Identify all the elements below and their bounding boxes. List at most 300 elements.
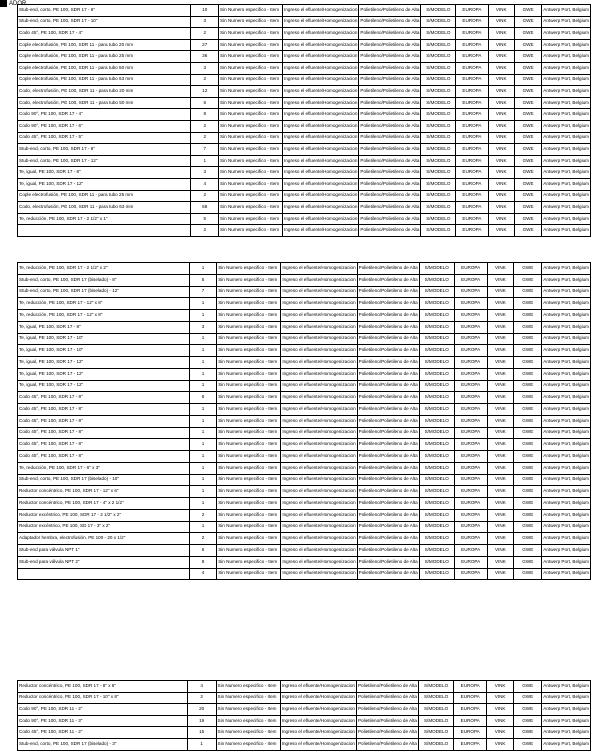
cell-model: S/MODELO: [419, 274, 454, 286]
table-row: [18, 321, 591, 333]
item-quantity: 2: [191, 74, 219, 86]
cell-maker: VINK: [488, 16, 514, 28]
cell-model: S/MODELO: [419, 392, 454, 404]
cell-process: Ingreso el efluente/Homogenizacion: [281, 357, 357, 369]
cell-material: Polietileno/Polietileno de Alta: [357, 451, 419, 463]
cell-process: Ingreso el efluente/Homogenizacion: [280, 738, 356, 750]
cell-maker: VINK: [488, 109, 514, 121]
cell-origin: EUROPA: [454, 286, 487, 298]
table-row: [18, 345, 591, 357]
cell-origin: EUROPA: [456, 86, 488, 98]
cell-port: Antwerp Port, Belgium: [542, 190, 591, 202]
cell-origin: EUROPA: [454, 368, 487, 380]
cell-part-no: Sin Numero especifico - Item: [219, 62, 283, 74]
cell-brand: GWE: [514, 681, 542, 693]
cell-port: Antwerp Port, Belgium: [542, 704, 591, 716]
cell-maker: VINK: [488, 213, 514, 225]
table-row: [18, 190, 591, 202]
item-description: Te, igual, PE 100, SDR 17 - 12": [18, 357, 190, 369]
cell-part-no: Sin Numero especifico - Item: [219, 39, 283, 51]
cell-origin: EUROPA: [454, 556, 487, 568]
item-quantity: 10: [191, 5, 219, 17]
cell-brand: GWE: [514, 474, 542, 486]
cell-process: Ingreso el efluente/Homogenizacion: [281, 533, 357, 545]
item-quantity: 5: [191, 213, 219, 225]
cell-process: Ingreso el efluente/Homogenizacion: [283, 190, 359, 202]
table-row: [18, 415, 591, 427]
cell-process: Ingreso el efluente/Homogenizacion: [281, 368, 357, 380]
item-quantity: 2: [187, 692, 216, 704]
cell-part-no: Sin Numero especifico - Item: [217, 345, 281, 357]
cell-maker: VINK: [487, 727, 514, 739]
cell-model: S/MODELO: [421, 74, 456, 86]
cell-port: Antwerp Port, Belgium: [542, 498, 591, 510]
item-description: Te, reducción, PE 100, SDR 17 - 12" x 8": [18, 310, 190, 322]
cell-brand: GWE: [514, 415, 542, 427]
cell-port: Antwerp Port, Belgium: [542, 451, 591, 463]
table-row: [18, 545, 591, 557]
cell-maker: VINK: [487, 345, 514, 357]
cell-maker: VINK: [487, 462, 514, 474]
cell-process: Ingreso el efluente/Homogenizacion: [280, 704, 356, 716]
cell-model: S/MODELO: [421, 97, 456, 109]
cell-brand: GWE: [514, 380, 542, 392]
cell-material: Polietileno/Polietileno de Alta: [359, 120, 421, 132]
item-quantity: 6: [189, 392, 216, 404]
item-quantity: 1: [189, 451, 216, 463]
cell-maker: VINK: [488, 144, 514, 156]
cell-material: Polietileno/Polietileno de Alta: [357, 427, 419, 439]
cell-brand: GWE: [514, 427, 542, 439]
cell-part-no: Sin Numero especifico - Item: [219, 109, 283, 121]
cell-material: Polietileno/Polietileno de Alta: [359, 109, 421, 121]
cell-origin: EUROPA: [454, 462, 487, 474]
table-row: [18, 86, 591, 98]
cell-process: Ingreso el efluente/Homogenizacion: [281, 451, 357, 463]
cell-part-no: Sin Numero especifico - Item: [219, 16, 283, 28]
cell-model: S/MODELO: [418, 692, 453, 704]
cell-model: S/MODELO: [419, 298, 454, 310]
cell-maker: VINK: [487, 274, 514, 286]
cell-part-no: Sin Numero especifico - Item: [217, 568, 281, 580]
cell-part-no: Sin Numero especifico - Item: [219, 144, 283, 156]
cell-model: S/MODELO: [419, 545, 454, 557]
cell-brand: GWE: [514, 190, 541, 202]
cell-part-no: Sin Numero especifico - Item: [217, 451, 281, 463]
cell-model: S/MODELO: [419, 286, 454, 298]
cell-material: Polietileno/Polietileno de Alta: [356, 681, 418, 693]
item-quantity: 8: [191, 109, 219, 121]
cell-port: Antwerp Port, Belgium: [542, 333, 591, 345]
item-description: [18, 225, 191, 237]
cell-part-no: Sin Numero especifico - Item: [219, 178, 283, 190]
cell-maker: VINK: [488, 5, 514, 17]
cell-process: Ingreso el efluente/Homogenizacion: [281, 545, 357, 557]
cell-port: Antwerp Port, Belgium: [542, 727, 591, 739]
cell-maker: VINK: [488, 120, 514, 132]
cell-origin: EUROPA: [456, 167, 488, 179]
item-quantity: 3: [189, 321, 216, 333]
table-row: [18, 439, 591, 451]
cell-brand: GWE: [514, 109, 541, 121]
cell-part-no: Sin Numero especifico - Item: [219, 97, 283, 109]
cell-brand: GWE: [514, 357, 542, 369]
cell-material: Polietileno/Polietileno de Alta: [359, 202, 421, 214]
cell-maker: VINK: [487, 298, 514, 310]
item-quantity: 1: [189, 380, 216, 392]
cell-port: Antwerp Port, Belgium: [542, 155, 591, 167]
cell-process: Ingreso el efluente/Homogenizacion: [281, 462, 357, 474]
cell-process: Ingreso el efluente/Homogenizacion: [281, 498, 357, 510]
item-description: Te, igual, PE 100, SDR 17 - 10": [18, 345, 190, 357]
table-row: [18, 568, 591, 580]
item-quantity: 3: [191, 62, 219, 74]
cell-part-no: Sin Numero especifico - Item: [216, 738, 280, 750]
item-description: Codo, electrofusión, PE 100, SDR 11 - para tubo 50 mm: [18, 97, 191, 109]
cell-material: Polietileno/Polietileno de Alta: [357, 345, 419, 357]
cell-material: Polietileno/Polietileno de Alta: [357, 474, 419, 486]
cell-process: Ingreso el efluente/Homogenizacion: [283, 97, 359, 109]
item-description: Codo 45°, PE 100, SDR 17 - 8": [18, 392, 190, 404]
item-description: Codo 45°, PE 100, SDR 17 - 8": [18, 404, 190, 416]
cell-brand: GWE: [514, 321, 542, 333]
cell-process: Ingreso el efluente/Homogenizacion: [281, 568, 357, 580]
cell-part-no: Sin Numero especifico - Item: [219, 190, 283, 202]
table-row: [18, 521, 591, 533]
cell-material: Polietileno/Polietileno de Alta: [357, 545, 419, 557]
item-description: Reductor concéntrico, PE 100, SDR 17 - 4" x 2 1/2": [18, 498, 190, 510]
cell-origin: EUROPA: [456, 190, 488, 202]
cell-process: Ingreso el efluente/Homogenizacion: [280, 715, 356, 727]
cell-material: Polietileno/Polietileno de Alta: [357, 462, 419, 474]
table-row: [18, 5, 591, 17]
cell-port: Antwerp Port, Belgium: [542, 62, 591, 74]
cell-origin: EUROPA: [454, 533, 487, 545]
cell-origin: EUROPA: [454, 439, 487, 451]
cell-maker: VINK: [487, 451, 514, 463]
cell-maker: VINK: [488, 132, 514, 144]
cell-port: Antwerp Port, Belgium: [542, 144, 591, 156]
cell-model: S/MODELO: [419, 380, 454, 392]
item-quantity: 68: [191, 202, 219, 214]
cell-origin: EUROPA: [456, 16, 488, 28]
cell-origin: EUROPA: [456, 178, 488, 190]
cell-part-no: Sin Numero especifico - Item: [217, 509, 281, 521]
cell-model: S/MODELO: [421, 51, 456, 63]
cell-process: Ingreso el efluente/Homogenizacion: [281, 521, 357, 533]
cell-material: Polietileno/Polietileno de Alta: [356, 715, 418, 727]
item-quantity: 3: [191, 16, 219, 28]
cell-process: Ingreso el efluente/Homogenizacion: [281, 556, 357, 568]
cell-brand: GWE: [514, 144, 541, 156]
table-row: [18, 155, 591, 167]
cell-origin: EUROPA: [454, 333, 487, 345]
cell-maker: VINK: [487, 439, 514, 451]
cell-process: Ingreso el efluente/Homogenizacion: [283, 144, 359, 156]
cell-port: Antwerp Port, Belgium: [542, 692, 591, 704]
cell-process: Ingreso el efluente/Homogenizacion: [280, 681, 356, 693]
item-quantity: 1: [189, 486, 216, 498]
cell-model: S/MODELO: [421, 39, 456, 51]
item-description: Cople electrofusión, PE 100, SDR 11 - para tubo 25 mm: [18, 51, 191, 63]
cell-model: S/MODELO: [419, 333, 454, 345]
cell-port: Antwerp Port, Belgium: [542, 202, 591, 214]
cell-maker: VINK: [487, 368, 514, 380]
cell-maker: VINK: [487, 486, 514, 498]
cell-material: Polietileno/Polietileno de Alta: [357, 498, 419, 510]
cell-origin: EUROPA: [454, 704, 487, 716]
item-quantity: 2: [191, 132, 219, 144]
cell-material: Polietileno/Polietileno de Alta: [359, 213, 421, 225]
cell-part-no: Sin Numero especifico - Item: [217, 521, 281, 533]
cell-model: S/MODELO: [419, 509, 454, 521]
cell-port: Antwerp Port, Belgium: [542, 486, 591, 498]
cell-material: Polietileno/Polietileno de Alta: [357, 321, 419, 333]
item-description: Stub-end, corto, PE 100, SDR 17 (biselado) - 12": [18, 286, 190, 298]
cell-origin: EUROPA: [454, 321, 487, 333]
table-row: [18, 298, 591, 310]
item-description: Te, reducción, PE 100, SDR 17 - 6" x 3": [18, 462, 190, 474]
cell-brand: GWE: [514, 462, 542, 474]
cell-material: Polietileno/Polietileno de Alta: [359, 39, 421, 51]
cell-model: S/MODELO: [421, 132, 456, 144]
table-row: [18, 74, 591, 86]
item-quantity: 5: [189, 274, 216, 286]
cell-part-no: Sin Numero especifico - Item: [217, 286, 281, 298]
cell-process: Ingreso el efluente/Homogenizacion: [280, 692, 356, 704]
item-description: Codo 90°, PE 100, SDR 17 - 6": [18, 120, 191, 132]
cell-brand: GWE: [514, 86, 541, 98]
cell-material: Polietileno/Polietileno de Alta: [359, 225, 421, 237]
item-description: Reductor excéntrico, PE 100, SDR 17 - 2 1/2" x 2": [18, 509, 190, 521]
item-quantity: 1: [189, 439, 216, 451]
cell-process: Ingreso el efluente/Homogenizacion: [283, 213, 359, 225]
item-quantity: 1: [187, 738, 216, 750]
cell-origin: EUROPA: [454, 509, 487, 521]
cell-material: Polietileno/Polietileno de Alta: [359, 5, 421, 17]
cell-part-no: Sin Numero especifico - Item: [217, 380, 281, 392]
cell-origin: EUROPA: [454, 545, 487, 557]
item-description: Stub-end, corto, PE 100, SDR 17 - 12": [18, 155, 191, 167]
cell-process: Ingreso el efluente/Homogenizacion: [283, 225, 359, 237]
cell-maker: VINK: [487, 738, 514, 750]
table-row: [18, 509, 591, 521]
cell-part-no: Sin Numero especifico - Item: [217, 298, 281, 310]
cell-port: Antwerp Port, Belgium: [542, 462, 591, 474]
item-quantity: 2: [189, 533, 216, 545]
cell-model: S/MODELO: [421, 155, 456, 167]
table-row: [18, 202, 591, 214]
cell-origin: EUROPA: [456, 120, 488, 132]
item-quantity: 1: [189, 521, 216, 533]
cell-process: Ingreso el efluente/Homogenizacion: [283, 155, 359, 167]
item-description: Te, igual, PE 100, SDR 17 - 12": [18, 380, 190, 392]
table-row: [18, 486, 591, 498]
cell-part-no: Sin Numero especifico - Item: [219, 5, 283, 17]
cell-port: Antwerp Port, Belgium: [542, 28, 591, 40]
item-description: Codo 90°, PE 100, SDR 11 - 3": [18, 715, 188, 727]
cell-brand: GWE: [514, 263, 542, 275]
cell-port: Antwerp Port, Belgium: [542, 109, 591, 121]
cell-brand: GWE: [514, 28, 541, 40]
item-quantity: 36: [191, 51, 219, 63]
cell-process: Ingreso el efluente/Homogenizacion: [283, 132, 359, 144]
cell-brand: GWE: [514, 74, 541, 86]
cell-brand: GWE: [514, 715, 542, 727]
table-row: [18, 274, 591, 286]
item-description: Codo 90°, PE 100, SDR 17 - 4": [18, 109, 191, 121]
cell-port: Antwerp Port, Belgium: [542, 392, 591, 404]
cell-brand: GWE: [514, 202, 541, 214]
item-quantity: 1: [189, 345, 216, 357]
item-description: Te, igual, PE 100, SDR 17 - 12": [18, 178, 191, 190]
cell-brand: GWE: [514, 62, 541, 74]
cell-brand: GWE: [514, 486, 542, 498]
item-description: Reductor concéntrico, PE 100, SDR 17 - 8" x 6": [18, 681, 188, 693]
item-quantity: 7: [189, 286, 216, 298]
item-quantity: 20: [187, 704, 216, 716]
cell-model: S/MODELO: [419, 451, 454, 463]
cell-maker: VINK: [487, 310, 514, 322]
cell-material: Polietileno/Polietileno de Alta: [356, 704, 418, 716]
cell-maker: VINK: [488, 28, 514, 40]
item-quantity: 1: [189, 462, 216, 474]
cell-material: Polietileno/Polietileno de Alta: [357, 274, 419, 286]
cell-model: S/MODELO: [421, 5, 456, 17]
cell-part-no: Sin Numero especifico - Item: [217, 439, 281, 451]
cell-brand: GWE: [514, 545, 542, 557]
cell-model: S/MODELO: [421, 28, 456, 40]
cell-brand: GWE: [514, 298, 542, 310]
cell-maker: VINK: [488, 39, 514, 51]
cell-process: Ingreso el efluente/Homogenizacion: [281, 474, 357, 486]
cell-maker: VINK: [487, 333, 514, 345]
cell-part-no: Sin Numero especifico - Item: [219, 202, 283, 214]
cell-process: Ingreso el efluente/Homogenizacion: [283, 178, 359, 190]
cell-brand: GWE: [514, 97, 541, 109]
table-row: [18, 213, 591, 225]
cell-material: Polietileno/Polietileno de Alta: [359, 74, 421, 86]
cell-brand: GWE: [514, 5, 541, 17]
cell-model: S/MODELO: [419, 415, 454, 427]
cell-material: Polietileno/Polietileno de Alta: [356, 727, 418, 739]
item-description: Te, reducción, PE 100, SDR 17 - 2 1/2" x 1": [18, 213, 191, 225]
item-description: Stub-end, corto, PE 100, SDR 17 - 8": [18, 144, 191, 156]
cell-brand: GWE: [514, 213, 541, 225]
cell-brand: GWE: [514, 404, 542, 416]
cell-origin: EUROPA: [456, 213, 488, 225]
item-description: Cople electrofusión, PE 100, SDR 11 - para tubo 50 mm: [18, 62, 191, 74]
table-row: [18, 120, 591, 132]
item-description: Te, reducción, PE 100, SDR 17 - 12" x 8": [18, 298, 190, 310]
cell-origin: EUROPA: [454, 692, 487, 704]
cell-maker: VINK: [487, 692, 514, 704]
item-description: Stub-end, corto, PE 100, SDR 17 (biselado) - 3": [18, 738, 188, 750]
cell-port: Antwerp Port, Belgium: [542, 97, 591, 109]
cell-port: Antwerp Port, Belgium: [542, 74, 591, 86]
cell-brand: GWE: [514, 704, 542, 716]
table-row: [18, 404, 591, 416]
cell-maker: VINK: [487, 392, 514, 404]
cell-process: Ingreso el efluente/Homogenizacion: [283, 39, 359, 51]
cell-process: Ingreso el efluente/Homogenizacion: [283, 202, 359, 214]
cell-origin: EUROPA: [454, 415, 487, 427]
cell-port: Antwerp Port, Belgium: [542, 474, 591, 486]
item-description: Te, reducción, PE 100, SDR 17 - 2 1/2" x 2": [18, 263, 190, 275]
cell-model: S/MODELO: [419, 404, 454, 416]
cell-origin: EUROPA: [456, 202, 488, 214]
cell-maker: VINK: [488, 51, 514, 63]
cell-origin: EUROPA: [454, 727, 487, 739]
cell-part-no: Sin Numero especifico - Item: [216, 681, 280, 693]
table-row: [18, 144, 591, 156]
item-description: Codo, electrofusión, PE 100, SDR 11 - para tubo 20 mm: [18, 86, 191, 98]
item-description: Codo 45°, PE 100, SDR 17 - 8": [18, 439, 190, 451]
cell-maker: VINK: [488, 190, 514, 202]
cell-part-no: Sin Numero especifico - Item: [217, 321, 281, 333]
item-description: Codo, electrofusión, PE 100, SDR 11 - para tubo 63 mm: [18, 202, 191, 214]
cell-brand: GWE: [514, 568, 542, 580]
cell-origin: EUROPA: [456, 39, 488, 51]
cell-part-no: Sin Numero especifico - Item: [219, 132, 283, 144]
cell-port: Antwerp Port, Belgium: [542, 16, 591, 28]
cell-part-no: Sin Numero especifico - Item: [217, 310, 281, 322]
item-quantity: 1: [191, 155, 219, 167]
item-quantity: 1: [189, 427, 216, 439]
cell-origin: EUROPA: [454, 451, 487, 463]
cell-origin: EUROPA: [456, 28, 488, 40]
cell-origin: EUROPA: [454, 521, 487, 533]
cell-material: Polietileno/Polietileno de Alta: [357, 310, 419, 322]
cell-port: Antwerp Port, Belgium: [542, 167, 591, 179]
cell-part-no: Sin Numero especifico - Item: [217, 357, 281, 369]
cell-part-no: Sin Numero especifico - Item: [217, 462, 281, 474]
cell-model: S/MODELO: [419, 263, 454, 275]
cell-process: Ingreso el efluente/Homogenizacion: [283, 74, 359, 86]
table-row: [18, 132, 591, 144]
cell-brand: GWE: [514, 310, 542, 322]
cell-material: Polietileno/Polietileno de Alta: [357, 357, 419, 369]
cell-origin: EUROPA: [454, 427, 487, 439]
cell-port: Antwerp Port, Belgium: [542, 132, 591, 144]
cell-material: Polietileno/Polietileno de Alta: [357, 392, 419, 404]
cell-material: Polietileno/Polietileno de Alta: [357, 568, 419, 580]
cell-material: Polietileno/Polietileno de Alta: [357, 521, 419, 533]
document-mark-icon: [0, 0, 7, 7]
cell-model: S/MODELO: [421, 144, 456, 156]
cell-origin: EUROPA: [454, 274, 487, 286]
cell-brand: GWE: [514, 274, 542, 286]
cell-brand: GWE: [514, 738, 542, 750]
item-quantity: 7: [191, 144, 219, 156]
table-row: [18, 380, 591, 392]
cell-maker: VINK: [488, 62, 514, 74]
cell-part-no: Sin Numero especifico - Item: [217, 392, 281, 404]
cell-brand: GWE: [514, 225, 541, 237]
cell-material: Polietileno/Polietileno de Alta: [357, 380, 419, 392]
cell-port: Antwerp Port, Belgium: [542, 568, 591, 580]
cell-port: Antwerp Port, Belgium: [542, 715, 591, 727]
cell-brand: GWE: [514, 51, 541, 63]
item-description: Stub-end, corto, PE 100, SDR 17 - 10": [18, 16, 191, 28]
cell-port: Antwerp Port, Belgium: [542, 427, 591, 439]
cell-port: Antwerp Port, Belgium: [542, 521, 591, 533]
cell-origin: EUROPA: [454, 486, 487, 498]
table-row: [18, 310, 591, 322]
item-quantity: 2: [191, 190, 219, 202]
cell-maker: VINK: [487, 263, 514, 275]
item-quantity: 19: [187, 715, 216, 727]
